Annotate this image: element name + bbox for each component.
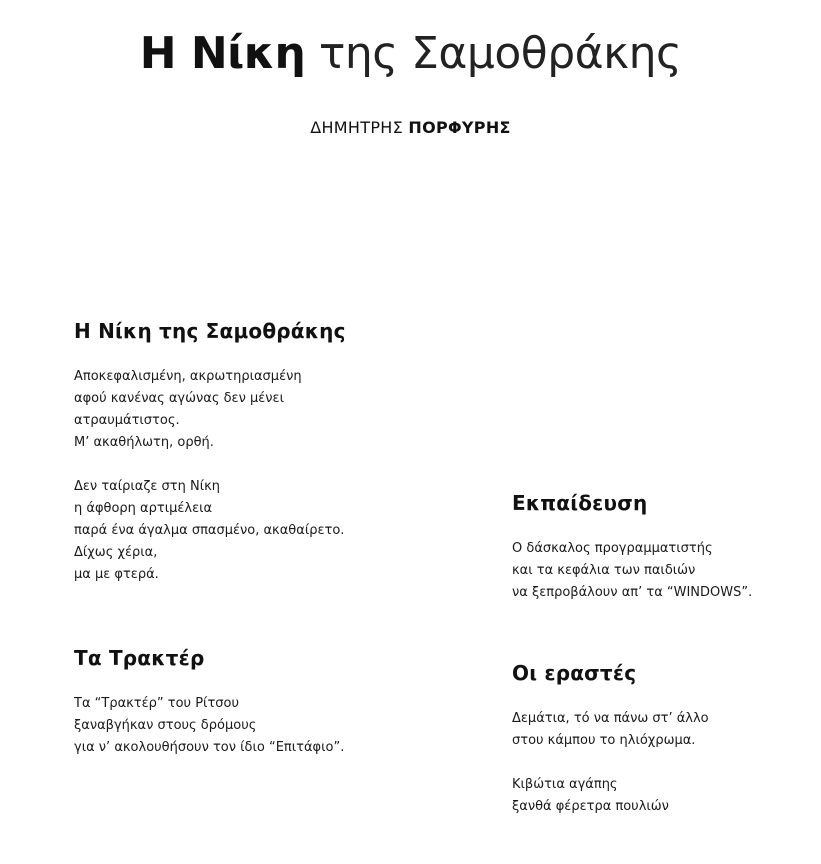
poem-ta-trakter bbox=[74, 645, 344, 759]
stanza bbox=[74, 476, 346, 586]
poem-line: μα με φτερά. bbox=[74, 567, 159, 582]
poem-title: Τα Τρακτέρ bbox=[74, 646, 205, 670]
poem-line: ξανθά φέρετρα πουλιών bbox=[512, 799, 669, 814]
poem-line: για ν’ ακολουθήσουν τον ίδιο “Επιτάφιο”. bbox=[74, 740, 345, 755]
poem-line: Δίχως χέρια, bbox=[74, 545, 158, 560]
title-light-part: της Σαμοθράκης bbox=[318, 28, 682, 79]
stanza bbox=[74, 693, 344, 759]
poem-line: Τα “Τρακτέρ” του Ρίτσου bbox=[74, 696, 239, 711]
poem-line: Κιβώτια αγάπης bbox=[512, 777, 618, 792]
poem-ekpaideusi bbox=[512, 490, 752, 604]
poem-line: να ξεπροβάλουν απ’ τα “WINDOWS”. bbox=[512, 585, 753, 600]
stanza bbox=[512, 538, 752, 604]
title-bold-part: Η Νίκη bbox=[139, 28, 306, 79]
poem-line: ξαναβγήκαν στους δρόμους bbox=[74, 718, 257, 733]
author-name bbox=[0, 118, 821, 137]
poem-title: Εκπαίδευση bbox=[512, 491, 648, 515]
author-first-name: ΔΗΜΗΤΡΗΣ bbox=[310, 118, 404, 137]
poem-line: στου κάμπου το ηλιόχρωμα. bbox=[512, 733, 696, 748]
poem-line: Αποκεφαλισμένη, ακρωτηριασμένη bbox=[74, 369, 302, 384]
stanza bbox=[74, 366, 346, 454]
poem-title: Οι εραστές bbox=[512, 661, 637, 685]
poem-line: η άφθορη αρτιμέλεια bbox=[74, 501, 213, 516]
poem-line: Δεν ταίριαζε στη Νίκη bbox=[74, 479, 221, 494]
poem-line: Ο δάσκαλος προγραμματιστής bbox=[512, 541, 713, 556]
poem-line: αφού κανένας αγώνας δεν μένει bbox=[74, 391, 284, 406]
poem-oi-erastes bbox=[512, 660, 709, 818]
poem-title: Η Νίκη της Σαμοθράκης bbox=[74, 319, 346, 343]
poem-line: Μ’ ακαθήλωτη, ορθή. bbox=[74, 435, 214, 450]
stanza bbox=[512, 774, 709, 818]
poem-line: Δεμάτια, τό να πάνω στ’ άλλο bbox=[512, 711, 709, 726]
poem-line: και τα κεφάλια των παιδιών bbox=[512, 563, 696, 578]
poem-line: παρά ένα άγαλμα σπασμένο, ακαθαίρετο. bbox=[74, 523, 345, 538]
poem-line: ατραυμάτιστος. bbox=[74, 413, 180, 428]
page-title bbox=[0, 26, 821, 82]
author-last-name: ΠΟΡΦΥΡΗΣ bbox=[408, 118, 511, 137]
poem-niki-samothrakis bbox=[74, 318, 346, 586]
stanza bbox=[512, 708, 709, 752]
